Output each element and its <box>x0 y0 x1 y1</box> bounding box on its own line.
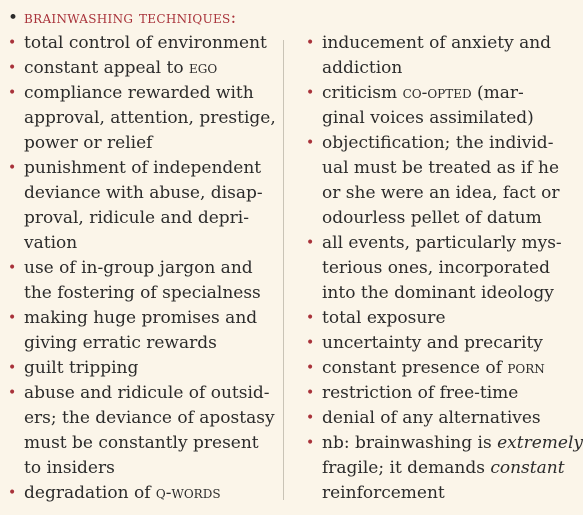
list-item-line: reinforcement <box>322 483 445 503</box>
bullet-icon: • <box>306 335 315 351</box>
list-item-line: use of in-group jargon and <box>24 258 253 278</box>
list-item-line: objectification; the individ- <box>322 133 554 153</box>
right-column-list <box>306 31 583 506</box>
bullet-icon: • <box>306 85 315 101</box>
bullet-icon: • <box>306 310 315 326</box>
list-item-line: total exposure <box>322 308 446 328</box>
list-item-line: punishment of independent <box>24 158 262 178</box>
list-item-line: ginal voices assimilated) <box>322 108 534 128</box>
list-item <box>306 306 578 331</box>
list-item-line: total control of environment <box>24 33 267 53</box>
bullet-icon: • <box>8 310 17 326</box>
list-item <box>306 81 578 131</box>
bullet-icon: • <box>8 385 17 401</box>
list-item-line: to insiders <box>24 458 115 478</box>
list-item-line: ual must be treated as if he <box>322 158 560 178</box>
list-item-line: constant appeal to ego <box>24 58 218 78</box>
list-item-line: must be constantly present <box>24 433 259 453</box>
bullet-icon: • <box>306 385 315 401</box>
list-item-line: proval, ridicule and depri- <box>24 208 249 228</box>
list-item <box>8 356 276 381</box>
column-divider <box>283 40 284 500</box>
list-item <box>8 56 276 81</box>
bullet-icon: • <box>8 85 17 101</box>
bullet-icon: • <box>8 35 17 51</box>
list-item-line: or she were an idea, fact or <box>322 183 560 203</box>
list-item-line: terious ones, incorporated <box>322 258 550 278</box>
list-item <box>8 256 276 306</box>
bullet-icon: • <box>8 360 17 376</box>
list-item-line: guilt tripping <box>24 358 139 378</box>
list-item <box>8 81 276 156</box>
list-item-line: addiction <box>322 58 403 78</box>
list-item <box>306 231 578 306</box>
heading-bullet: • <box>8 8 19 28</box>
list-item <box>8 306 276 356</box>
list-item <box>306 31 578 81</box>
bullet-icon: • <box>8 485 17 501</box>
list-item <box>8 31 276 56</box>
list-item-line: the fostering of specialness <box>24 283 261 303</box>
list-item <box>306 131 578 231</box>
list-item-line: degradation of q-words <box>24 483 221 503</box>
bullet-icon: • <box>306 435 315 451</box>
list-item-line: ers; the deviance of apostasy <box>24 408 275 428</box>
bullet-icon: • <box>8 160 17 176</box>
list-item-line: constant presence of porn <box>322 358 545 378</box>
list-item <box>8 481 276 506</box>
bullet-icon: • <box>306 135 315 151</box>
bullet-icon: • <box>306 35 315 51</box>
list-item <box>306 331 578 356</box>
list-item-line: restriction of free-time <box>322 383 519 403</box>
bullet-icon: • <box>8 260 17 276</box>
list-item-line: compliance rewarded with <box>24 83 254 103</box>
left-column-list <box>8 31 276 506</box>
list-item-line: giving erratic rewards <box>24 333 217 353</box>
list-item-line: into the dominant ideology <box>322 283 554 303</box>
list-item-line: vation <box>24 233 78 253</box>
list-item <box>306 356 578 381</box>
list-item-line: abuse and ridicule of outsid- <box>24 383 270 403</box>
bullet-icon: • <box>306 235 315 251</box>
list-item-line: odourless pellet of datum <box>322 208 542 228</box>
bullet-icon: • <box>8 60 17 76</box>
list-item-line: making huge promises and <box>24 308 258 328</box>
list-item-line: inducement of anxiety and <box>322 33 552 53</box>
bullet-icon: • <box>306 410 315 426</box>
list-item <box>306 431 583 506</box>
list-item-line: deviance with abuse, disap- <box>24 183 263 203</box>
list-item-line: fragile; it demands constant <box>322 458 565 478</box>
list-item-line: denial of any alternatives <box>322 408 541 428</box>
list-item-line: nb: brainwashing is extremely <box>322 433 583 453</box>
heading-title: brainwashing techniques: <box>24 8 237 28</box>
list-item-line: criticism co-opted (mar- <box>322 83 524 103</box>
list-item-line: power or relief <box>24 133 153 153</box>
bullet-icon: • <box>306 360 315 376</box>
list-item-line: uncertainty and precarity <box>322 333 543 353</box>
list-item <box>8 381 276 481</box>
list-item-line: approval, attention, prestige, <box>24 108 276 128</box>
list-item <box>306 381 578 406</box>
list-item <box>8 156 276 256</box>
list-item <box>306 406 578 431</box>
section-heading <box>8 6 237 31</box>
list-item-line: all events, particularly mys- <box>322 233 562 253</box>
